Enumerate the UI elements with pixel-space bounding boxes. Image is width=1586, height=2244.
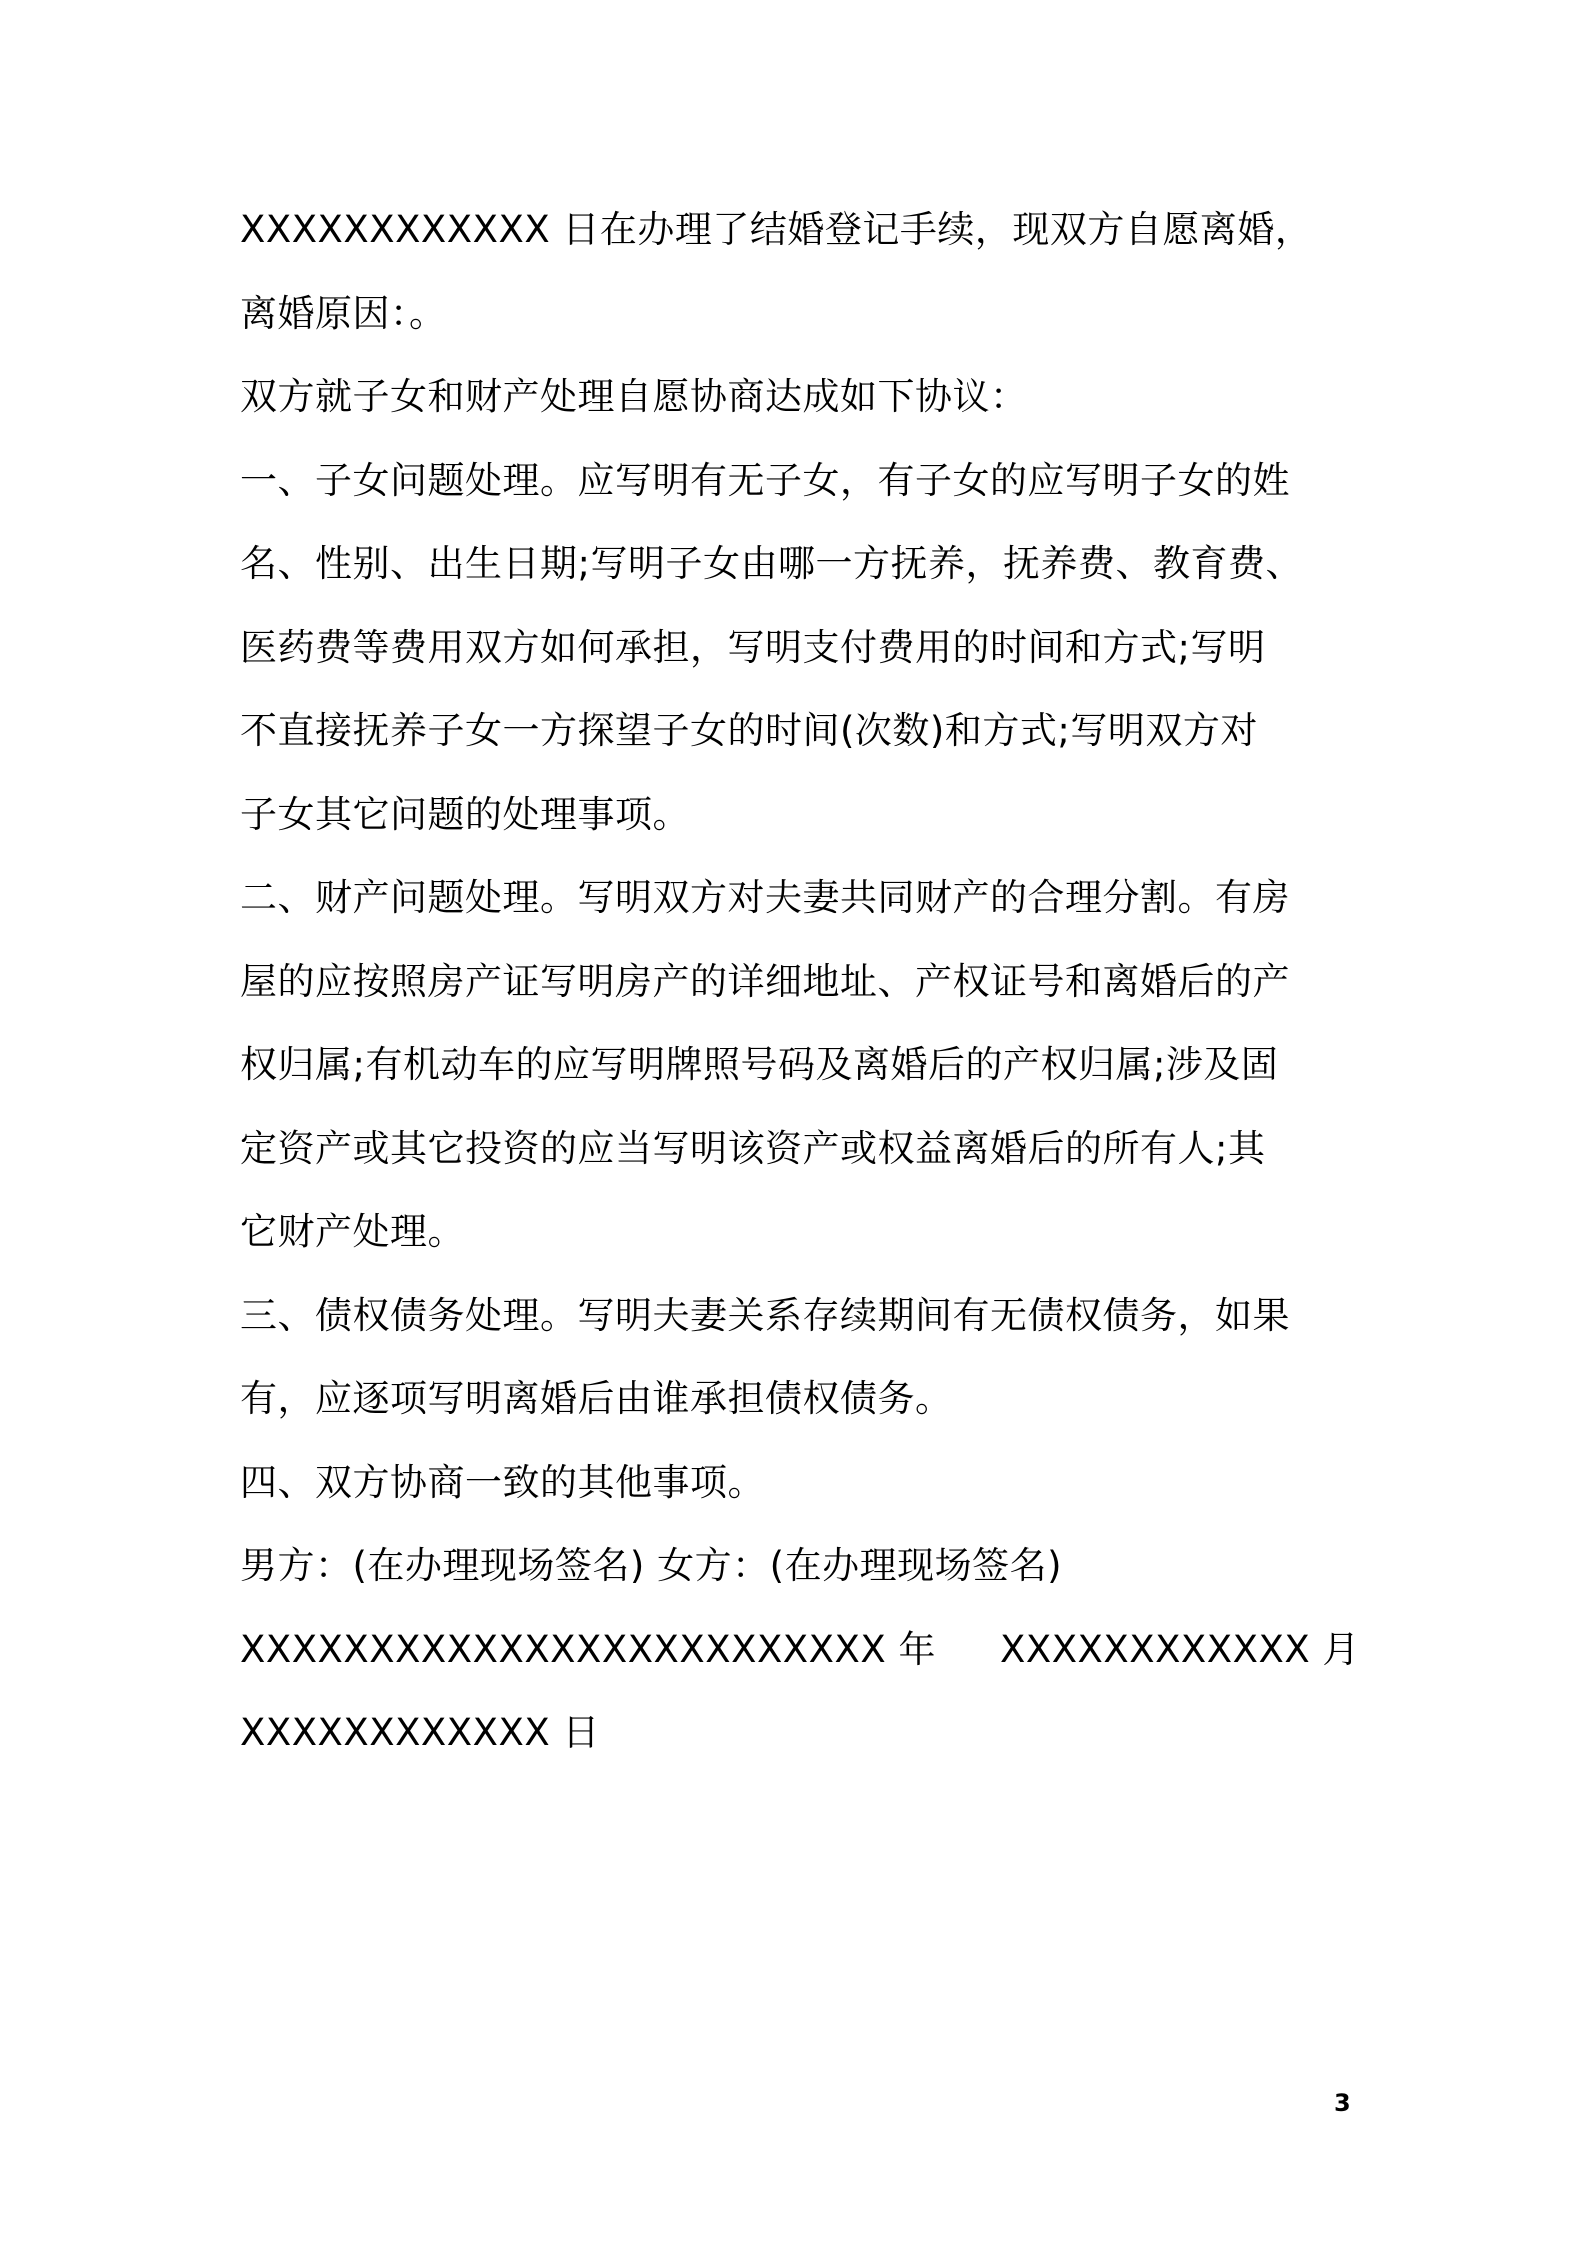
text-line: 定资产或其它投资的应当写明该资产或权益离婚后的所有人;其: [240, 1126, 1266, 1170]
text-line: 不直接抚养子女一方探望子女的时间(次数)和方式;写明双方对: [240, 709, 1258, 752]
document-body: [240, 188, 1365, 1775]
date-year: XXXXXXXXXXXXXXXXXXXXXXXXX 年: [240, 1627, 936, 1671]
text-line: 四、双方协商一致的其他事项。: [240, 1460, 765, 1504]
page-number: 3: [1334, 2089, 1351, 2117]
text-line: 二、财产问题处理。写明双方对夫妻共同财产的合理分割。有房: [240, 876, 1290, 919]
date-month: XXXXXXXXXXXX 月: [1000, 1627, 1360, 1671]
text-line: 有，应逐项写明离婚后由谁承担债权债务。: [240, 1377, 953, 1420]
date-day: XXXXXXXXXXXX 日: [240, 1711, 600, 1754]
text-line: 三、债权债务处理。写明夫妻关系存续期间有无债权债务，如果: [240, 1293, 1290, 1337]
text-line: XXXXXXXXXXXX 日在办理了结婚登记手续，现双方自愿离婚，: [240, 208, 1313, 251]
date-line: [240, 1608, 1365, 1692]
text-line: 离婚原因：。: [240, 291, 447, 335]
text-line: 屋的应按照房产证写明房产的详细地址、产权证号和离婚后的产: [240, 959, 1290, 1003]
text-line: 权归属;有机动车的应写明牌照号码及离婚后的产权归属;涉及固: [240, 1043, 1279, 1086]
text-line: 一、子女问题处理。应写明有无子女，有子女的应写明子女的姓: [240, 458, 1290, 502]
text-line: 医药费等费用双方如何承担，写明支付费用的时间和方式;写明: [240, 625, 1266, 669]
signature-line: 男方：(在办理现场签名) 女方：(在办理现场签名): [240, 1544, 1063, 1587]
text-line: 子女其它问题的处理事项。: [240, 792, 690, 836]
text-line: 它财产处理。: [240, 1210, 465, 1253]
text-line: 名、性别、出生日期;写明子女由哪一方抚养，抚养费、教育费、: [240, 542, 1303, 585]
text-line: 双方就子女和财产处理自愿协商达成如下协议：: [240, 375, 1028, 418]
